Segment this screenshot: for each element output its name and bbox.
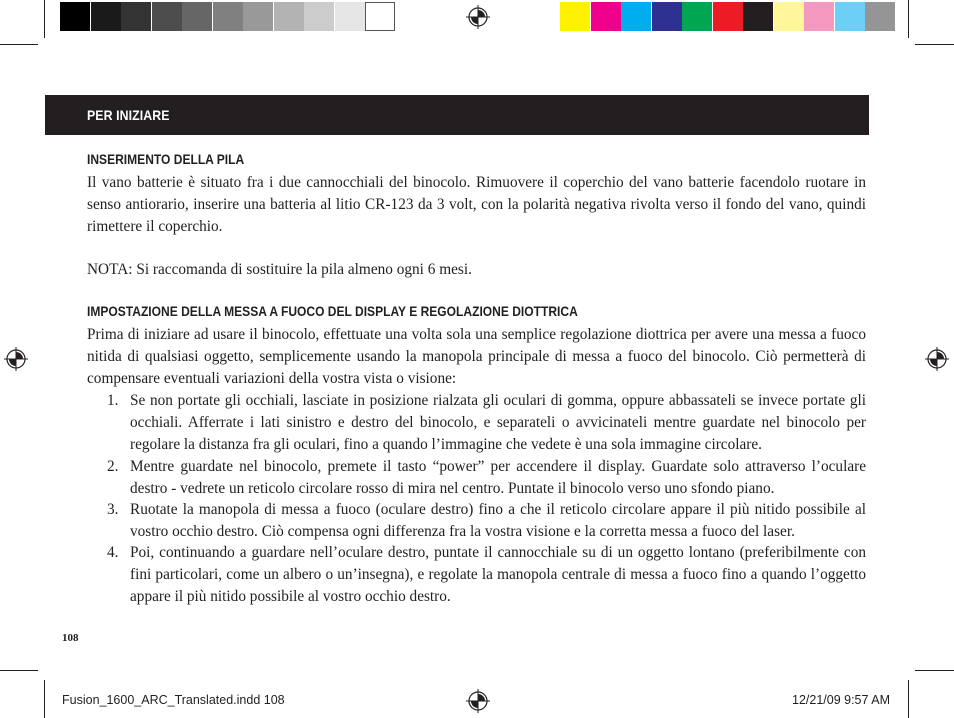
registration-target-icon: [465, 688, 491, 714]
footer-filename: Fusion_1600_ARC_Translated.indd 108: [62, 693, 285, 707]
grayscale-swatch: [304, 2, 334, 31]
list-item-text: Ruotate la manopola di messa a fuoco (oculare destro) fino a che il reticolo circolare appare il più nitido possibile al vostro occhio destro. Ciò compensa ogni differenza fra la vostra visione e la corretta messa a fuoco del laser.: [130, 501, 866, 540]
focus-intro: Prima di iniziare ad usare il binocolo, effettuate una volta sola una semplice regolazione diottrica per avere una messa a fuoco nitida di qualsiasi oggetto, semplicemente usando la manopola principale di messa a fuoco del binocolo. Ciò permetterà di compensare eventuali variazioni della vostra vista o visione:: [87, 326, 866, 387]
color-swatch: [743, 2, 773, 31]
grayscale-swatch: [182, 2, 212, 31]
color-swatch: [835, 2, 865, 31]
color-swatch: [682, 2, 712, 31]
grayscale-swatch: [335, 2, 365, 31]
list-item-text: Se non portate gli occhiali, lasciate in posizione rialzata gli oculari di gomma, oppure abbassateli se invece portate gli occhiali. Afferrate i lati sinistro e destro del binocolo, e separateli o avvicinateli mentre guardate nel binocolo per regolare la distanza fra gli oculari, fino a quando l’immagine che vedete è una sola immagine circolare.: [130, 392, 866, 453]
color-swatch: [713, 2, 743, 31]
registration-target-icon: [465, 4, 491, 30]
grayscale-swatch: [91, 2, 121, 31]
page-number: 108: [62, 632, 79, 644]
crop-mark: [915, 44, 954, 45]
color-swatch: [774, 2, 804, 31]
battery-heading: INSERIMENTO DELLA PILA: [87, 151, 245, 167]
list-item-number: 4.: [107, 544, 119, 561]
battery-note: NOTA: Si raccomanda di sostituire la pila almeno ogni 6 mesi.: [87, 261, 472, 278]
list-item-number: 2.: [107, 458, 119, 475]
crop-mark: [0, 670, 38, 671]
grayscale-swatch: [365, 2, 395, 31]
grayscale-swatch: [60, 2, 90, 31]
registration-target-icon: [924, 346, 950, 372]
list-item-text: Poi, continuando a guardare nell’oculare destro, puntate il cannocchiale su di un oggetto lontano (preferibilmente con fini particolari, come un albero o un’insegna), e regolate la manopola centrale di messa a fuoco fino a quando l’oggetto appare il più nitido possibile al vostro occhio destro.: [130, 544, 866, 605]
color-swatch: [652, 2, 682, 31]
grayscale-swatch: [121, 2, 151, 31]
registration-target-icon: [3, 346, 29, 372]
list-item-number: 3.: [107, 501, 119, 518]
section-header-title: PER INIZIARE: [87, 107, 170, 123]
list-item-text: Mentre guardate nel binocolo, premete il tasto “power” per accendere il display. Guardate solo attraverso l’oculare destro - vedrete un reticolo circolare rosso di mira nel centro. Puntate il binocolo verso uno sfondo piano.: [130, 458, 866, 497]
focus-heading: IMPOSTAZIONE DELLA MESSA A FUOCO DEL DISPLAY E REGOLAZIONE DIOTTRICA: [87, 303, 578, 319]
color-swatch: [804, 2, 834, 31]
crop-mark: [908, 0, 909, 38]
color-swatch: [591, 2, 621, 31]
crop-mark: [0, 44, 38, 45]
grayscale-swatch: [213, 2, 243, 31]
crop-mark: [44, 0, 45, 38]
footer-timestamp: 12/21/09 9:57 AM: [792, 693, 890, 707]
grayscale-swatch: [243, 2, 273, 31]
crop-mark: [915, 670, 954, 671]
color-swatch: [865, 2, 895, 31]
crop-mark: [908, 680, 909, 718]
grayscale-swatch: [274, 2, 304, 31]
battery-body: Il vano batterie è situato fra i due cannocchiali del binocolo. Rimuovere il coperchio del vano batterie facendolo ruotare in senso antiorario, inserire una batteria al litio CR-123 da 3 volt, con la polarità negativa rivolta verso il fondo del vano, quindi rimettere il coperchio.: [87, 174, 866, 235]
color-swatch: [621, 2, 651, 31]
list-item-number: 1.: [107, 392, 119, 409]
color-swatch: [560, 2, 590, 31]
section-header-bar: [45, 95, 869, 135]
grayscale-swatch: [152, 2, 182, 31]
crop-mark: [44, 680, 45, 718]
